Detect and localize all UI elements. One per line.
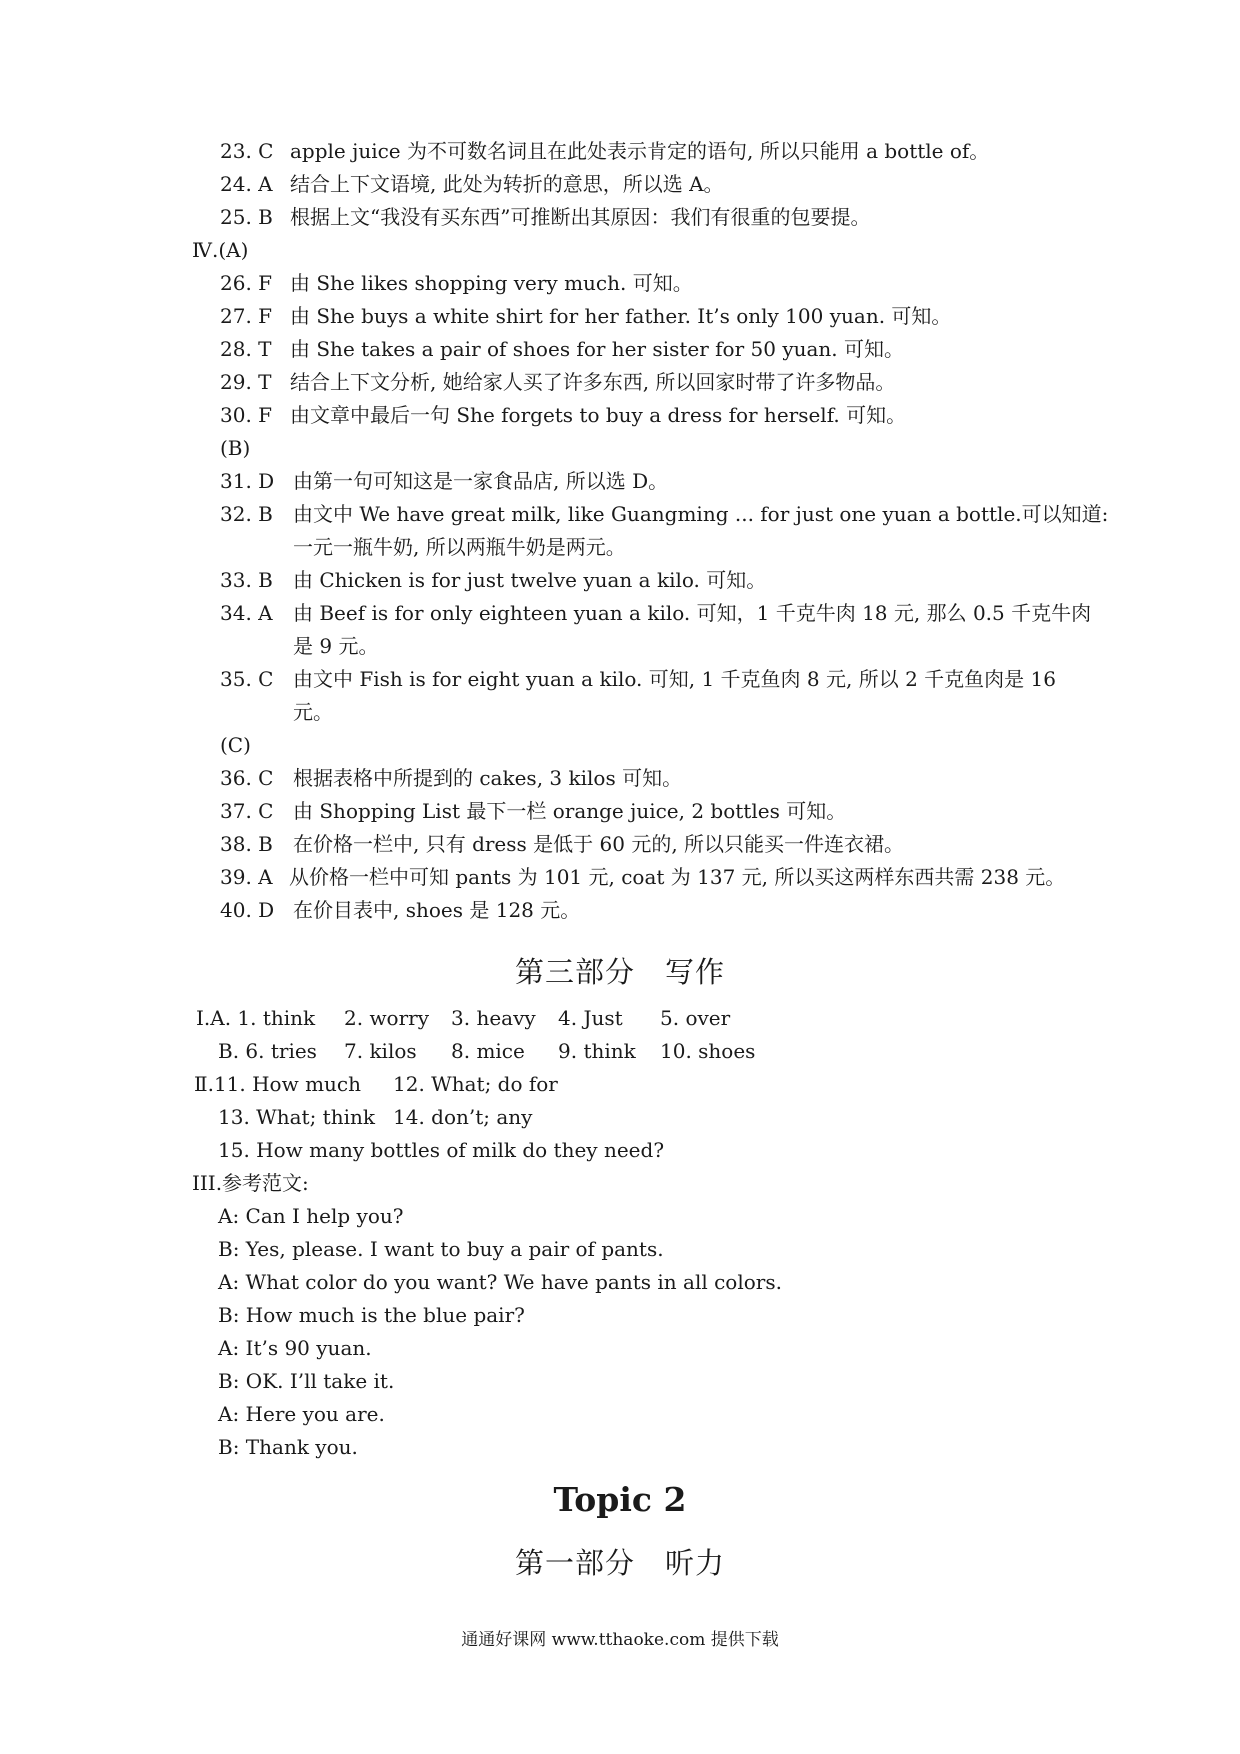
answer-explanation: 由 Chicken is for just twelve yuan a kilo. 可知。 bbox=[293, 568, 767, 592]
dialogue-line: A: It’s 90 yuan. bbox=[218, 1336, 372, 1360]
answer-explanation: 由 Shopping List 最下一栏 orange juice, 2 bottles 可知。 bbox=[293, 799, 847, 823]
answer-explanation: 由文章中最后一句 She forgets to buy a dress for herself. 可知。 bbox=[290, 403, 907, 427]
answer-number: 26. F bbox=[220, 271, 273, 295]
answer-number: 23. C bbox=[220, 139, 274, 163]
vocab-answer: 3. heavy bbox=[451, 1006, 536, 1030]
answer-explanation: 由 Beef is for only eighteen yuan a kilo. 可知，1 千克牛肉 18 元, 那么 0.5 千克牛肉 bbox=[293, 601, 1092, 625]
answer-number: 38. B bbox=[220, 832, 273, 856]
answer-number: 40. D bbox=[220, 898, 275, 922]
section-b-label: (B) bbox=[220, 436, 251, 460]
answer-number: 28. T bbox=[220, 337, 272, 361]
section-c-label: (C) bbox=[220, 733, 251, 757]
dialogue-line: A: Here you are. bbox=[218, 1402, 385, 1426]
answer-number: 39. A bbox=[220, 865, 273, 889]
answer-explanation: apple juice 为不可数名词且在此处表示肯定的语句, 所以只能用 a bottle of。 bbox=[290, 139, 990, 163]
vocab-answer: 4. Just bbox=[558, 1006, 623, 1030]
topic-title: Topic 2 bbox=[553, 1480, 687, 1519]
section-iv-label: Ⅳ.(A) bbox=[192, 238, 249, 262]
answer-number: 29. T bbox=[220, 370, 272, 394]
footer-credit: 通通好课网 www.tthaoke.com 提供下载 bbox=[461, 1630, 779, 1650]
dialogue-line: B: Yes, please. I want to buy a pair of pants. bbox=[218, 1237, 664, 1261]
section-iii-label: III.参考范文: bbox=[192, 1171, 309, 1195]
answer-number: 36. C bbox=[220, 766, 274, 790]
answer-number: 31. D bbox=[220, 469, 275, 493]
answer-34-continued: 是 9 元。 bbox=[293, 634, 379, 658]
answer-explanation: 根据上文“我没有买东西”可推断出其原因：我们有很重的包要提。 bbox=[290, 205, 871, 229]
answer-explanation: 由 She buys a white shirt for her father. It’s only 100 yuan. 可知。 bbox=[290, 304, 952, 328]
answer-number: 30. F bbox=[220, 403, 273, 427]
answer-number: 34. A bbox=[220, 601, 273, 625]
answer-explanation: 由第一句可知这是一家食品店, 所以选 D。 bbox=[293, 469, 669, 493]
part1-heading: 第一部分 听力 bbox=[514, 1546, 725, 1580]
answer-explanation: 从价格一栏中可知 pants 为 101 元, coat 为 137 元, 所以买这两样东西共需 238 元。 bbox=[289, 865, 1066, 889]
answer-number: 37. C bbox=[220, 799, 274, 823]
dialogue-line: B: How much is the blue pair? bbox=[218, 1303, 525, 1327]
dialogue-line: A: What color do you want? We have pants in all colors. bbox=[218, 1270, 782, 1294]
answer-explanation: 在价格一栏中, 只有 dress 是低于 60 元的, 所以只能买一件连衣裙。 bbox=[293, 832, 905, 856]
answer-number: 27. F bbox=[220, 304, 273, 328]
vocab-answer: 2. worry bbox=[344, 1006, 430, 1030]
vocab-answer: 5. over bbox=[660, 1006, 731, 1030]
vocab-answer: 7. kilos bbox=[344, 1039, 417, 1063]
answer-32-continued: 一元一瓶牛奶, 所以两瓶牛奶是两元。 bbox=[293, 535, 626, 559]
vocab-answer: Ⅰ.A. 1. think bbox=[196, 1006, 316, 1030]
sentence-answer: 12. What; do for bbox=[393, 1072, 558, 1096]
dialogue-line: B: Thank you. bbox=[218, 1435, 358, 1459]
dialogue-line: A: Can I help you? bbox=[218, 1204, 404, 1228]
answer-explanation: 由 She likes shopping very much. 可知。 bbox=[290, 271, 693, 295]
answer-explanation: 根据表格中所提到的 cakes, 3 kilos 可知。 bbox=[293, 766, 683, 790]
answer-number: 33. B bbox=[220, 568, 273, 592]
answer-number: 24. A bbox=[220, 172, 273, 196]
vocab-answer: B. 6. tries bbox=[218, 1039, 317, 1063]
answer-explanation: 由文中 We have great milk, like Guangming ... for just one yuan a bottle.可以知道: bbox=[293, 502, 1109, 526]
vocab-answer: 9. think bbox=[558, 1039, 636, 1063]
sentence-answer: Ⅱ.11. How much bbox=[194, 1072, 362, 1096]
dialogue-line: B: OK. I’ll take it. bbox=[218, 1369, 395, 1393]
answer-explanation: 在价目表中, shoes 是 128 元。 bbox=[293, 898, 581, 922]
answer-explanation: 由 She takes a pair of shoes for her sister for 50 yuan. 可知。 bbox=[290, 337, 905, 361]
answer-explanation: 由文中 Fish is for eight yuan a kilo. 可知, 1 千克鱼肉 8 元, 所以 2 千克鱼肉是 16 bbox=[293, 667, 1056, 691]
answer-number: 25. B bbox=[220, 205, 273, 229]
answer-35-continued: 元。 bbox=[293, 700, 333, 724]
answer-number: 32. B bbox=[220, 502, 273, 526]
answer-explanation: 结合上下文分析, 她给家人买了许多东西, 所以回家时带了许多物品。 bbox=[290, 370, 896, 394]
sentence-answer: 14. don’t; any bbox=[393, 1105, 533, 1129]
answer-explanation: 结合上下文语境, 此处为转折的意思，所以选 A。 bbox=[290, 172, 724, 196]
sentence-answer: 13. What; think bbox=[218, 1105, 375, 1129]
answer-number: 35. C bbox=[220, 667, 274, 691]
part3-heading: 第三部分 写作 bbox=[514, 955, 725, 989]
sentence-answer: 15. How many bottles of milk do they need? bbox=[218, 1138, 665, 1162]
vocab-answer: 8. mice bbox=[451, 1039, 525, 1063]
vocab-answer: 10. shoes bbox=[660, 1039, 756, 1063]
